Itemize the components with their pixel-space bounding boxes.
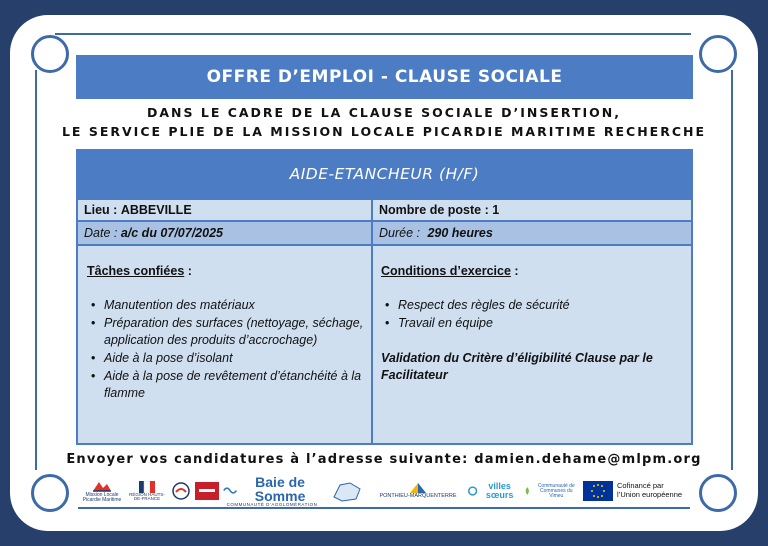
eu-text-1: Cofinancé par — [617, 481, 664, 491]
bottom-rule — [78, 507, 690, 509]
intro-line-1: DANS LE CADRE DE LA CLAUSE SOCIALE D’INSERTION, — [146, 105, 622, 120]
lieu-cell — [78, 200, 371, 220]
corner-circle-tl — [31, 35, 69, 73]
corner-circle-bl — [31, 474, 69, 512]
mission-locale-logo — [80, 475, 124, 507]
corner-circle-tr — [699, 35, 737, 73]
lieu-label: Lieu : — [84, 203, 121, 217]
list-item: • Respect des règles de sécurité — [381, 297, 687, 314]
duree-cell — [373, 222, 691, 244]
eu-flag-icon — [583, 481, 613, 501]
corner-circle-br — [699, 474, 737, 512]
region-logo — [127, 475, 167, 507]
conditions-list — [381, 297, 687, 332]
eu-logo — [583, 475, 692, 507]
taches-heading-line — [87, 263, 371, 280]
leaf-icon — [524, 483, 531, 499]
list-item: • Préparation des surfaces (nettoyage, séchage, application des produits d’accrochage) — [87, 315, 371, 349]
marianne-icon — [139, 481, 155, 493]
job-title-text: AIDE-ETANCHEUR (H/F) — [289, 164, 480, 183]
vimeu-logo — [524, 475, 580, 507]
baie-de-somme-logo — [223, 475, 321, 507]
partner-logos — [80, 475, 692, 507]
banner-title: OFFRE D’EMPLOI - CLAUSE SOCIALE — [206, 67, 563, 87]
baie-sub-text: COMMUNAUTÉ D’AGGLOMÉRATION — [226, 501, 318, 507]
left-rule — [35, 70, 37, 470]
list-item: • Travail en équipe — [381, 315, 687, 332]
taches-list — [87, 297, 371, 402]
conditions-column — [381, 263, 687, 384]
wave-icon — [223, 483, 237, 495]
red-block-icon — [195, 482, 219, 500]
handshake-logo — [170, 475, 192, 507]
villes-soeurs-text: villes sœurs — [485, 481, 514, 500]
mission-locale-emblem-icon — [91, 479, 113, 493]
ponthieu-logo — [372, 475, 464, 507]
postes-label: Nombre de poste : — [379, 203, 493, 217]
job-title — [76, 149, 693, 198]
list-item: • Manutention des matériaux — [87, 297, 371, 314]
red-partner-logo — [194, 475, 220, 507]
vimeu-text: Communauté de Communes du Vimeu — [537, 482, 575, 499]
circle-v-icon — [468, 485, 477, 497]
date-label: Date : — [84, 226, 121, 240]
conditions-colon: : — [510, 264, 519, 278]
list-item: • Aide à la pose de revêtement d’étanchéité à la flamme — [87, 368, 371, 402]
list-item: • Aide à la pose d’isolant — [87, 350, 371, 367]
map-outline-icon — [330, 479, 364, 503]
validation-note: Validation du Critère d’éligibilité Clause par le Facilitateur — [381, 351, 653, 382]
date-cell — [78, 222, 371, 244]
baie-text: Baie de Somme — [254, 473, 306, 504]
ponthieu-text: PONTHIEU-MARQUENTERRE — [379, 493, 457, 500]
taches-column — [87, 263, 371, 403]
postes-cell — [373, 200, 691, 220]
apply-text: Envoyer vos candidatures à l’adresse suivante: damien.dehame@mlpm.org — [66, 452, 702, 467]
taches-heading: Tâches confiées — [87, 264, 185, 278]
handshake-icon — [171, 481, 191, 501]
intro-line-2: LE SERVICE PLIE DE LA MISSION LOCALE PICARDIE MARITIME RECHERCHE — [61, 124, 707, 139]
date-value: a/c du 07/07/2025 — [120, 226, 223, 240]
mission-locale-text: Mission Locale Picardie Maritime — [82, 492, 122, 503]
eu-text-2: l’Union européenne — [617, 490, 683, 499]
villes-soeurs-logo — [468, 475, 520, 507]
lieu-value: ABBEVILLE — [120, 203, 192, 217]
taches-colon: : — [184, 264, 192, 278]
communes-logo — [327, 475, 367, 507]
conditions-heading: Conditions d’exercice — [381, 264, 511, 278]
region-text: RÉGION HAUTS-DE-FRANCE — [129, 491, 165, 501]
details-table — [76, 198, 693, 445]
conditions-heading-line — [381, 263, 687, 280]
postes-value: 1 — [492, 203, 500, 217]
right-rule — [731, 70, 733, 470]
apply-instructions — [60, 452, 708, 467]
duree-label: Durée : — [379, 226, 424, 240]
row-divider-2 — [78, 244, 691, 246]
duree-value: 290 heures — [427, 226, 493, 240]
top-rule — [55, 33, 691, 35]
offer-banner — [76, 55, 693, 99]
